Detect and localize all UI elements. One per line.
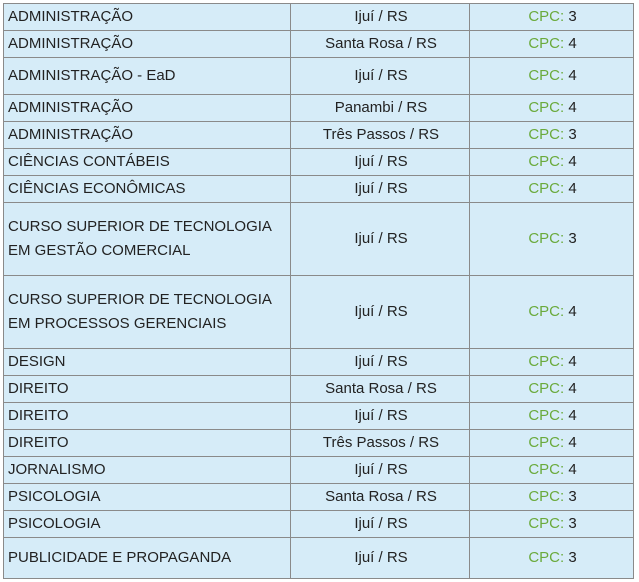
course-location: Ijuí / RS [291, 538, 470, 579]
table-row [4, 538, 634, 579]
cpc-cell [470, 176, 634, 203]
cpc-cell [470, 122, 634, 149]
cpc-score: 4 [568, 67, 577, 84]
course-name: ADMINISTRAÇÃO - EaD [4, 58, 291, 95]
course-location: Ijuí / RS [291, 4, 470, 31]
course-location: Três Passos / RS [291, 430, 470, 457]
course-location: Panambi / RS [291, 95, 470, 122]
cpc-label: CPC: [528, 303, 565, 320]
cpc-label: CPC: [528, 515, 565, 532]
table-row [4, 349, 634, 376]
cpc-cell [470, 403, 634, 430]
cpc-cell [470, 4, 634, 31]
course-name: JORNALISMO [4, 457, 291, 484]
course-name: PUBLICIDADE E PROPAGANDA [4, 538, 291, 579]
cpc-label: CPC: [528, 461, 565, 478]
table-row [4, 376, 634, 403]
cpc-score: 3 [568, 488, 577, 505]
course-name: DESIGN [4, 349, 291, 376]
cpc-score: 4 [568, 353, 577, 370]
course-name: ADMINISTRAÇÃO [4, 4, 291, 31]
course-name: PSICOLOGIA [4, 484, 291, 511]
course-location: Três Passos / RS [291, 122, 470, 149]
table-row [4, 457, 634, 484]
cpc-cell [470, 203, 634, 276]
course-location: Ijuí / RS [291, 203, 470, 276]
cpc-label: CPC: [528, 549, 565, 566]
table-row [4, 430, 634, 457]
course-name: PSICOLOGIA [4, 511, 291, 538]
table-row [4, 203, 634, 276]
table-row [4, 149, 634, 176]
cpc-score: 4 [568, 461, 577, 478]
course-location: Ijuí / RS [291, 403, 470, 430]
cpc-cell [470, 457, 634, 484]
course-name: ADMINISTRAÇÃO [4, 31, 291, 58]
cpc-cell [470, 538, 634, 579]
cpc-cell [470, 376, 634, 403]
course-location: Ijuí / RS [291, 58, 470, 95]
cpc-score: 3 [568, 515, 577, 532]
cpc-label: CPC: [528, 434, 565, 451]
course-name: DIREITO [4, 430, 291, 457]
course-location: Santa Rosa / RS [291, 484, 470, 511]
table-row [4, 95, 634, 122]
table-row [4, 484, 634, 511]
course-location: Ijuí / RS [291, 511, 470, 538]
cpc-score: 4 [568, 434, 577, 451]
course-location: Ijuí / RS [291, 149, 470, 176]
cpc-cell [470, 511, 634, 538]
table-row [4, 511, 634, 538]
cpc-score: 4 [568, 153, 577, 170]
table-row [4, 58, 634, 95]
cpc-score: 4 [568, 380, 577, 397]
cpc-score: 4 [568, 35, 577, 52]
cpc-score: 3 [568, 549, 577, 566]
courses-table-body [4, 4, 634, 579]
table-row [4, 403, 634, 430]
course-name: CURSO SUPERIOR DE TECNOLOGIA EM GESTÃO COMERCIAL [4, 203, 291, 276]
cpc-score: 3 [568, 230, 577, 247]
course-name: CIÊNCIAS CONTÁBEIS [4, 149, 291, 176]
table-row [4, 4, 634, 31]
cpc-score: 4 [568, 180, 577, 197]
cpc-score: 4 [568, 99, 577, 116]
course-name: CIÊNCIAS ECONÔMICAS [4, 176, 291, 203]
course-name: DIREITO [4, 403, 291, 430]
cpc-cell [470, 58, 634, 95]
cpc-cell [470, 430, 634, 457]
course-location: Ijuí / RS [291, 176, 470, 203]
course-name: CURSO SUPERIOR DE TECNOLOGIA EM PROCESSOS GERENCIAIS [4, 276, 291, 349]
course-name: ADMINISTRAÇÃO [4, 95, 291, 122]
cpc-label: CPC: [528, 380, 565, 397]
cpc-cell [470, 349, 634, 376]
course-name: DIREITO [4, 376, 291, 403]
cpc-score: 3 [568, 8, 577, 25]
courses-table [3, 3, 634, 579]
table-row [4, 176, 634, 203]
cpc-cell [470, 149, 634, 176]
cpc-label: CPC: [528, 153, 565, 170]
cpc-label: CPC: [528, 67, 565, 84]
cpc-label: CPC: [528, 99, 565, 116]
cpc-label: CPC: [528, 488, 565, 505]
table-row [4, 276, 634, 349]
cpc-label: CPC: [528, 180, 565, 197]
table-row [4, 31, 634, 58]
cpc-label: CPC: [528, 8, 565, 25]
cpc-cell [470, 484, 634, 511]
cpc-score: 4 [568, 303, 577, 320]
course-location: Ijuí / RS [291, 276, 470, 349]
cpc-cell [470, 276, 634, 349]
table-row [4, 122, 634, 149]
cpc-label: CPC: [528, 35, 565, 52]
cpc-label: CPC: [528, 353, 565, 370]
cpc-cell [470, 95, 634, 122]
course-location: Santa Rosa / RS [291, 31, 470, 58]
cpc-score: 4 [568, 407, 577, 424]
cpc-label: CPC: [528, 126, 565, 143]
cpc-cell [470, 31, 634, 58]
course-location: Santa Rosa / RS [291, 376, 470, 403]
course-location: Ijuí / RS [291, 349, 470, 376]
course-location: Ijuí / RS [291, 457, 470, 484]
course-name: ADMINISTRAÇÃO [4, 122, 291, 149]
cpc-label: CPC: [528, 407, 565, 424]
cpc-label: CPC: [528, 230, 565, 247]
cpc-score: 3 [568, 126, 577, 143]
